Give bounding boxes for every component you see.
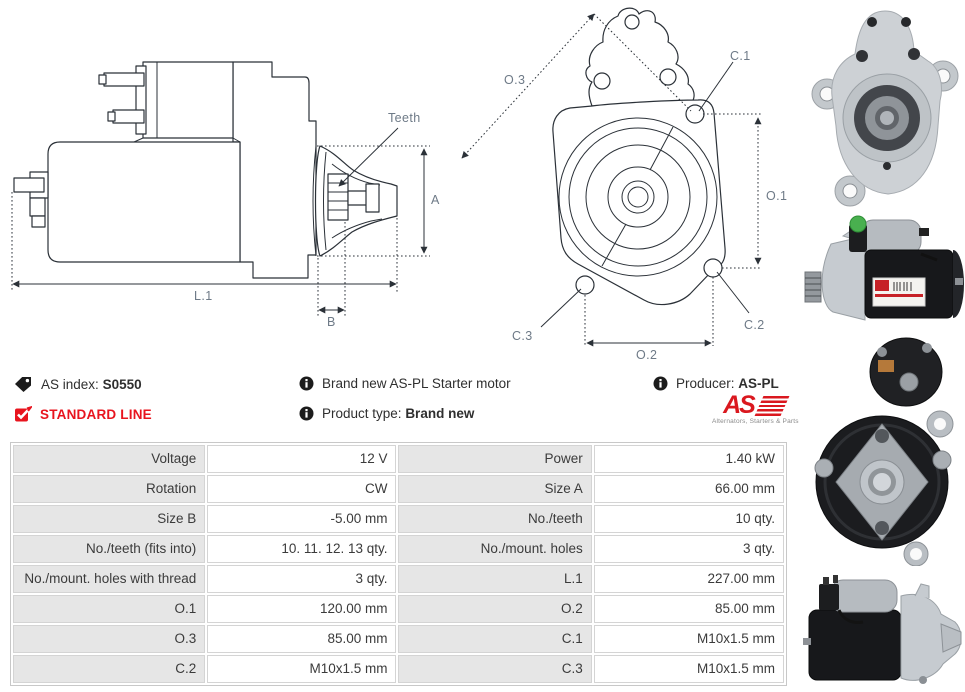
product-type-text — [322, 406, 474, 421]
spec-value: M10x1.5 mm — [594, 655, 784, 683]
product-photo-front-view[interactable] — [810, 6, 960, 214]
dim-label-teeth: Teeth — [388, 111, 421, 125]
product-photo-side-view-2[interactable] — [803, 572, 965, 690]
spec-value: M10x1.5 mm — [207, 655, 396, 683]
dim-label-c3: C.3 — [512, 329, 533, 343]
spec-label: No./mount. holes — [398, 535, 591, 563]
spec-label: O.1 — [13, 595, 205, 623]
producer-value: AS-PL — [738, 376, 779, 391]
info-icon — [653, 376, 668, 391]
dim-label-o2: O.2 — [636, 348, 658, 362]
standard-line-row — [14, 406, 152, 422]
spec-value: 1.40 kW — [594, 445, 784, 473]
spec-label: Rotation — [13, 475, 205, 503]
standard-line-badge: STANDARD LINE — [40, 406, 152, 422]
spec-label: Power — [398, 445, 591, 473]
spec-value: M10x1.5 mm — [594, 625, 784, 653]
producer-row — [653, 376, 779, 391]
dim-label-c1: C.1 — [730, 49, 751, 63]
spec-value: 3 qty. — [207, 565, 396, 593]
spec-label: Size A — [398, 475, 591, 503]
spec-label: No./teeth (fits into) — [13, 535, 205, 563]
spec-value: 227.00 mm — [594, 565, 784, 593]
table-row — [13, 565, 784, 593]
table-row — [13, 625, 784, 653]
table-row — [13, 535, 784, 563]
dim-label-c2: C.2 — [744, 318, 765, 332]
description-row — [299, 376, 511, 391]
spec-value: -5.00 mm — [207, 505, 396, 533]
product-type-label: Product type: — [322, 406, 402, 421]
producer-label: Producer: — [676, 376, 735, 391]
spec-value: 12 V — [207, 445, 396, 473]
checkbox-checked-icon — [14, 406, 32, 422]
product-type-value: Brand new — [405, 406, 475, 421]
dim-label-o1: O.1 — [766, 189, 788, 203]
dim-label-l1: L.1 — [194, 289, 213, 303]
table-row — [13, 505, 784, 533]
spec-label: No./teeth — [398, 505, 591, 533]
spec-label: C.2 — [13, 655, 205, 683]
product-photo-rear-view[interactable] — [812, 332, 958, 566]
spec-label: C.3 — [398, 655, 591, 683]
as-index-text — [41, 377, 142, 392]
spec-label: Size B — [13, 505, 205, 533]
product-photo-side-view[interactable] — [803, 214, 965, 330]
spec-value: 66.00 mm — [594, 475, 784, 503]
info-icon — [299, 406, 314, 421]
spec-label: O.3 — [13, 625, 205, 653]
producer-text — [676, 376, 779, 391]
info-icon — [299, 376, 314, 391]
logo-stripes — [754, 396, 789, 416]
product-photos-column — [800, 0, 965, 692]
logo-as-text: AS — [723, 391, 754, 419]
spec-table — [10, 442, 787, 686]
aspl-brand-logo — [712, 391, 799, 425]
spec-value: CW — [207, 475, 396, 503]
spec-label: O.2 — [398, 595, 591, 623]
table-row — [13, 475, 784, 503]
technical-drawing-side-view — [0, 0, 450, 340]
front-view-svg — [440, 0, 805, 372]
dim-label-o3: O.3 — [504, 73, 526, 87]
spec-label: C.1 — [398, 625, 591, 653]
as-index-value: S0550 — [102, 377, 142, 392]
table-row — [13, 445, 784, 473]
spec-value: 10 qty. — [594, 505, 784, 533]
dim-label-a: A — [431, 193, 440, 207]
side-view-svg — [0, 0, 450, 340]
table-row — [13, 595, 784, 623]
spec-value: 3 qty. — [594, 535, 784, 563]
technical-drawing-front-view — [440, 0, 805, 372]
logo-tagline: Alternators, Starters & Parts — [712, 418, 799, 425]
product-type-row — [299, 406, 474, 421]
as-index-row — [14, 376, 142, 393]
as-index-label: AS index: — [41, 377, 99, 392]
spec-label: Voltage — [13, 445, 205, 473]
spec-value: 85.00 mm — [207, 625, 396, 653]
spec-label: L.1 — [398, 565, 591, 593]
spec-value: 10. 11. 12. 13 qty. — [207, 535, 396, 563]
description-text: Brand new AS-PL Starter motor — [322, 376, 511, 391]
tag-icon — [14, 376, 33, 393]
spec-label: No./mount. holes with thread — [13, 565, 205, 593]
spec-value: 120.00 mm — [207, 595, 396, 623]
table-row — [13, 655, 784, 683]
dim-label-b: B — [327, 315, 336, 329]
spec-value: 85.00 mm — [594, 595, 784, 623]
